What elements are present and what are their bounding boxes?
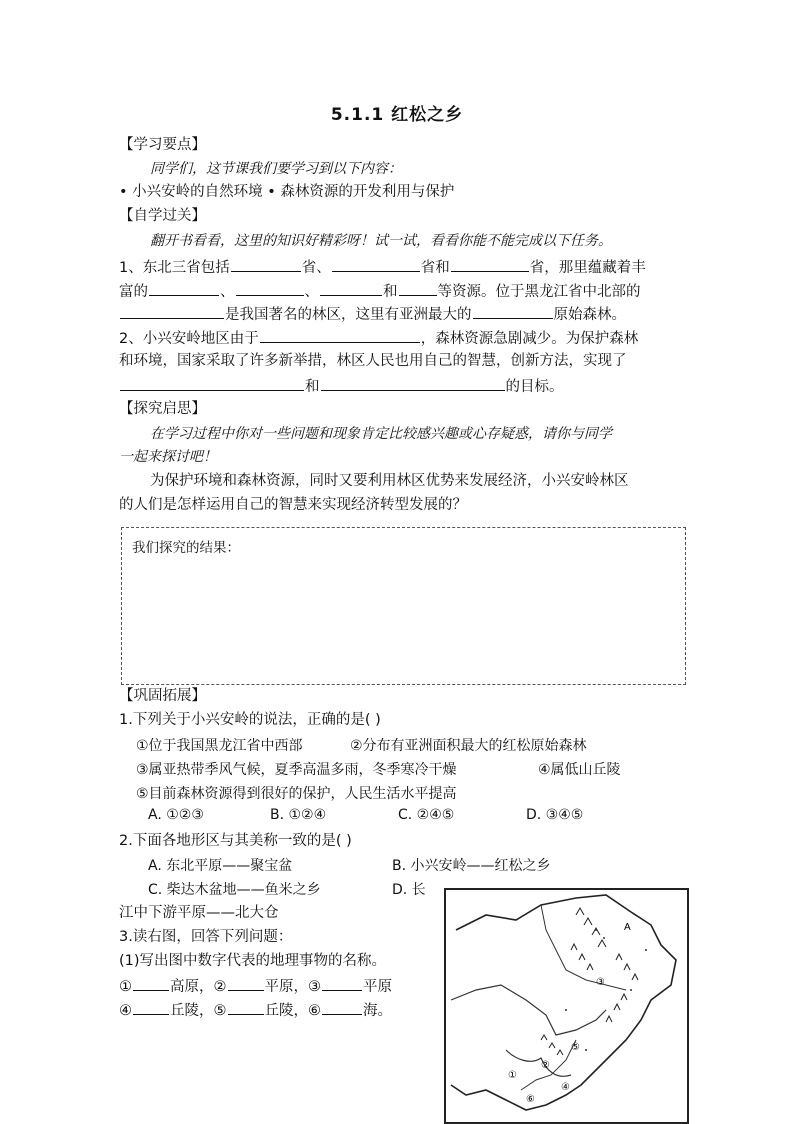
mc1-option-b[interactable]: B. ①②④	[270, 807, 327, 823]
answer-blank[interactable]	[321, 374, 505, 391]
mc2-option-d-cont: 江中下游平原——北大仓	[119, 905, 279, 921]
answer-box-label: 我们探究的结果：	[132, 540, 240, 556]
answer-blank[interactable]	[228, 998, 264, 1015]
section-head-explore: 【探究启思】	[119, 401, 206, 417]
goals-intro: 同学们，这节课我们要学习到以下内容：	[150, 161, 402, 177]
mc1-statement-1: ①位于我国黑龙江省中西部	[136, 738, 303, 754]
map-label-a: A	[624, 922, 631, 933]
q1-line2: 富的 、 、 和 等资源。位于黑龙江省中北部的	[119, 279, 641, 304]
mc1-option-c[interactable]: C. ②④⑤	[398, 807, 455, 823]
answer-blank[interactable]	[322, 998, 362, 1015]
mc1-stem: 1.下列关于小兴安岭的说法，正确的是( )	[119, 712, 381, 728]
map-inner-boundary	[451, 985, 606, 1035]
section-head-self-study: 【自学过关】	[119, 208, 206, 224]
mc2-option-c[interactable]: C. 柴达木盆地——鱼米之乡	[148, 882, 321, 898]
mc2-option-b[interactable]: B. 小兴安岭——红松之乡	[392, 858, 551, 874]
mc1-option-d[interactable]: D. ③④⑤	[526, 807, 584, 823]
mc1-option-a[interactable]: A. ①②③	[148, 807, 204, 823]
explore-question-1: 为保护环境和森林资源，同时又要利用林区优势来发展经济，小兴安岭林区	[150, 473, 629, 489]
explore-question-2: 的人们是怎样运用自己的智慧来实现经济转型发展的？	[119, 497, 467, 513]
mc2-option-a[interactable]: A. 东北平原——聚宝盆	[148, 858, 293, 874]
map-number-3: ③	[596, 977, 605, 988]
answer-blank[interactable]	[236, 279, 304, 296]
answer-blank[interactable]	[120, 302, 224, 319]
answer-box[interactable]	[121, 527, 686, 685]
answer-blank[interactable]	[320, 279, 382, 296]
map-number-1: ①	[508, 1070, 517, 1081]
mc1-statement-3: ③属亚热带季风气候，夏季高温多雨，冬季寒冷干燥	[136, 762, 457, 778]
answer-blank[interactable]	[260, 326, 420, 343]
answer-blank[interactable]	[120, 374, 304, 391]
q1-line1: 1、东北三省包括 省、 省和 省，那里蕴藏着丰	[119, 255, 646, 280]
answer-blank[interactable]	[451, 255, 529, 272]
mc2-option-d[interactable]: D. 长	[392, 882, 426, 898]
map-dots	[565, 929, 647, 1051]
explore-intro-1: 在学习过程中你对一些问题和现象肯定比较感兴趣或心存疑惑，请你与同学	[150, 426, 612, 442]
q1-line3: 是我国著名的林区，这里有亚洲最大的 原始森林。	[119, 302, 626, 327]
answer-blank[interactable]	[322, 974, 362, 991]
northeast-map	[446, 890, 687, 1122]
answer-blank[interactable]	[133, 998, 169, 1015]
answer-blank[interactable]	[399, 279, 437, 296]
mc1-statement-4: ④属低山丘陵	[538, 762, 621, 778]
answer-blank[interactable]	[228, 974, 264, 991]
mc2-stem: 2.下面各地形区与其美称一致的是( )	[119, 833, 352, 849]
northeast-map-figure	[444, 888, 689, 1124]
goals-items: • 小兴安岭的自然环境 • 森林资源的开发利用与保护	[119, 184, 455, 200]
map-number-5: ⑤	[571, 1042, 580, 1053]
answer-blank[interactable]	[149, 279, 219, 296]
q3-row2: ④ 丘陵，⑤ 丘陵，⑥ 海。	[119, 998, 392, 1023]
q3-sub1: (1)写出图中数字代表的地理事物的名称。	[119, 953, 387, 969]
mc1-statement-2: ②分布有亚洲面积最大的红松原始森林	[350, 738, 587, 754]
map-number-6: ⑥	[526, 1094, 535, 1105]
section-head-goals: 【学习要点】	[119, 137, 206, 153]
self-study-intro: 翻开书看看，这里的知识好精彩呀！试一试，看看你能不能完成以下任务。	[150, 233, 612, 249]
mc1-statement-5: ⑤目前森林资源得到很好的保护，人民生活水平提高	[136, 786, 457, 802]
map-number-2: ②	[541, 1060, 550, 1071]
section-head-extend: 【巩固拓展】	[119, 688, 206, 704]
map-river	[541, 905, 626, 990]
q2-line3: 和 的目标。	[119, 374, 564, 399]
q2-line2: 和环境，国家采取了许多新举措，林区人民也用自己的智慧，创新方法，实现了	[119, 353, 627, 369]
answer-blank[interactable]	[133, 974, 169, 991]
page-title: 5.1.1 红松之乡	[330, 105, 464, 125]
q3-stem: 3.读右图，回答下列问题：	[119, 929, 293, 945]
map-number-4: ④	[561, 1082, 570, 1093]
map-border	[451, 895, 676, 1110]
answer-blank[interactable]	[332, 255, 420, 272]
q3-row1: ① 高原，② 平原，③ 平原	[119, 974, 392, 999]
answer-blank[interactable]	[231, 255, 301, 272]
answer-blank[interactable]	[473, 302, 553, 319]
explore-intro-2: 一起来探讨吧！	[119, 449, 217, 465]
q2-line1: 2、小兴安岭地区由于 ，森林资源急剧减少。为保护森林	[119, 326, 638, 351]
